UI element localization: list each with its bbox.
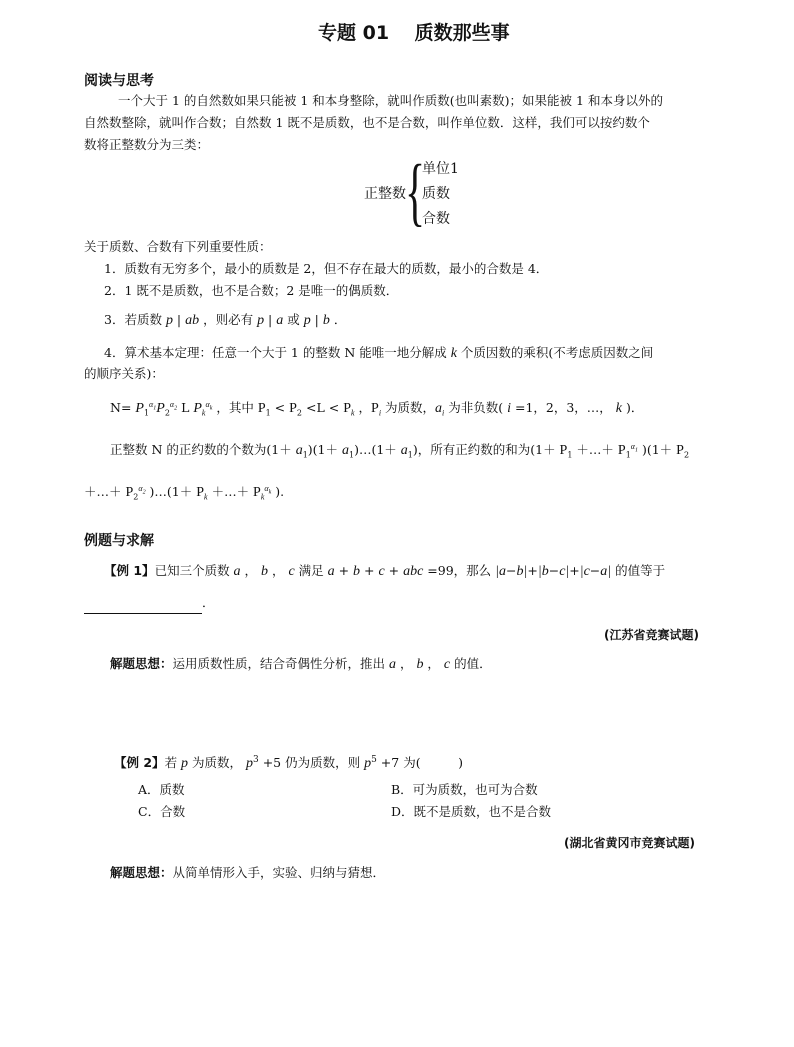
section-heading-reading: 阅读与思考 xyxy=(84,73,154,89)
classify-item-prime: 质数 xyxy=(422,186,450,202)
page-title: 专题 01 质数那些事 xyxy=(318,22,510,44)
formula-divisor-count-sum: 正整数 N 的正约数的个数为$(1+ a_1)(1+$ $a_1)\dots(1+ a_1)$，所有正约数的和为($1+ P_1$ ＋…＋ $P_1^{\alpha_1}$ )($1+ P_2$ xyxy=(110,442,690,460)
property-1: 1．质数有无穷多个，最小的质数是 2，但不存在最大的质数，最小的合数是 4． xyxy=(104,261,549,276)
example-1-source: (江苏省竞赛试题) xyxy=(604,628,699,642)
example-2-option-b[interactable]: B．可为质数，也可为合数 xyxy=(391,782,538,797)
classify-item-composite: 合数 xyxy=(422,211,450,227)
example-2-option-c[interactable]: C．合数 xyxy=(138,804,186,819)
paragraph-line-1: 一个大于 1 的自然数如果只能被 1 和本身整除，就叫作质数(也叫素数)；如果能被 1 和本身以外的 xyxy=(118,93,663,108)
example-2-source: (湖北省黄冈市竞赛试题) xyxy=(564,836,695,850)
example-1-answer-blank[interactable]: ． xyxy=(84,592,215,614)
classify-item-unit: 单位1 xyxy=(422,161,459,177)
section-heading-examples: 例题与求解 xyxy=(84,533,154,549)
property-4-line-1: 4．算术基本定理：任意一个大于 1 的整数 N 能唯一地分解成 k 个质因数的乘积(不考虑质因数之间 xyxy=(104,345,654,361)
example-1-hint: 解题思想：运用质数性质，结合奇偶性分析，推出 a ， b ， c 的值． xyxy=(110,656,492,672)
example-2-option-d[interactable]: D．既不是质数，也不是合数 xyxy=(391,804,552,819)
property-4-line-2: 的顺序关系)： xyxy=(84,366,164,381)
formula-divisor-sum-cont: ＋…＋ $P_2^{\alpha_2}$ )…(1＋ $P_k$ ＋…＋ $P_k^{\alpha_k}$ ). xyxy=(84,484,285,502)
properties-intro: 关于质数、合数有下列重要性质： xyxy=(84,239,272,254)
classify-label: 正整数 xyxy=(364,186,406,202)
example-1-question: 【例 1】已知三个质数 a ， b ， c 满足 a + b + c + abc =99，那么 |a−b|+|b−c|+|c−a| 的值等于 xyxy=(104,563,666,579)
example-2-option-a[interactable]: A．质数 xyxy=(138,782,185,797)
property-3: 3．若质数 p | ab ，则必有 p | a 或 p | b ． xyxy=(104,312,347,328)
left-brace-icon: { xyxy=(405,150,426,234)
property-2: 2．1 既不是质数，也不是合数；2 是唯一的偶质数． xyxy=(104,283,399,298)
example-2-question: 【例 2】若 p 为质数， $p^3 +5$ 仍为质数，则 $p^5 +7$ 为( ) xyxy=(114,755,463,772)
paragraph-line-3: 数将正整数分为三类： xyxy=(84,137,210,152)
formula-factorization: $N= P_1^{\alpha_1}P_2^{\alpha_2}$ L $P_k^{\alpha_k}$ ，其中 $P_1 < P_2 <L < P_k$ ，$P_i$ 为质数，$a_i$ 为非负数( i =1，2，3，…， k )． xyxy=(110,400,644,418)
example-2-hint: 解题思想：从简单情形入手，实验、归纳与猜想． xyxy=(110,865,386,880)
paragraph-line-2: 自然数整除，就叫作合数；自然数 1 既不是质数，也不是合数，叫作单位数．这样，我们可以按约数个 xyxy=(84,115,650,130)
